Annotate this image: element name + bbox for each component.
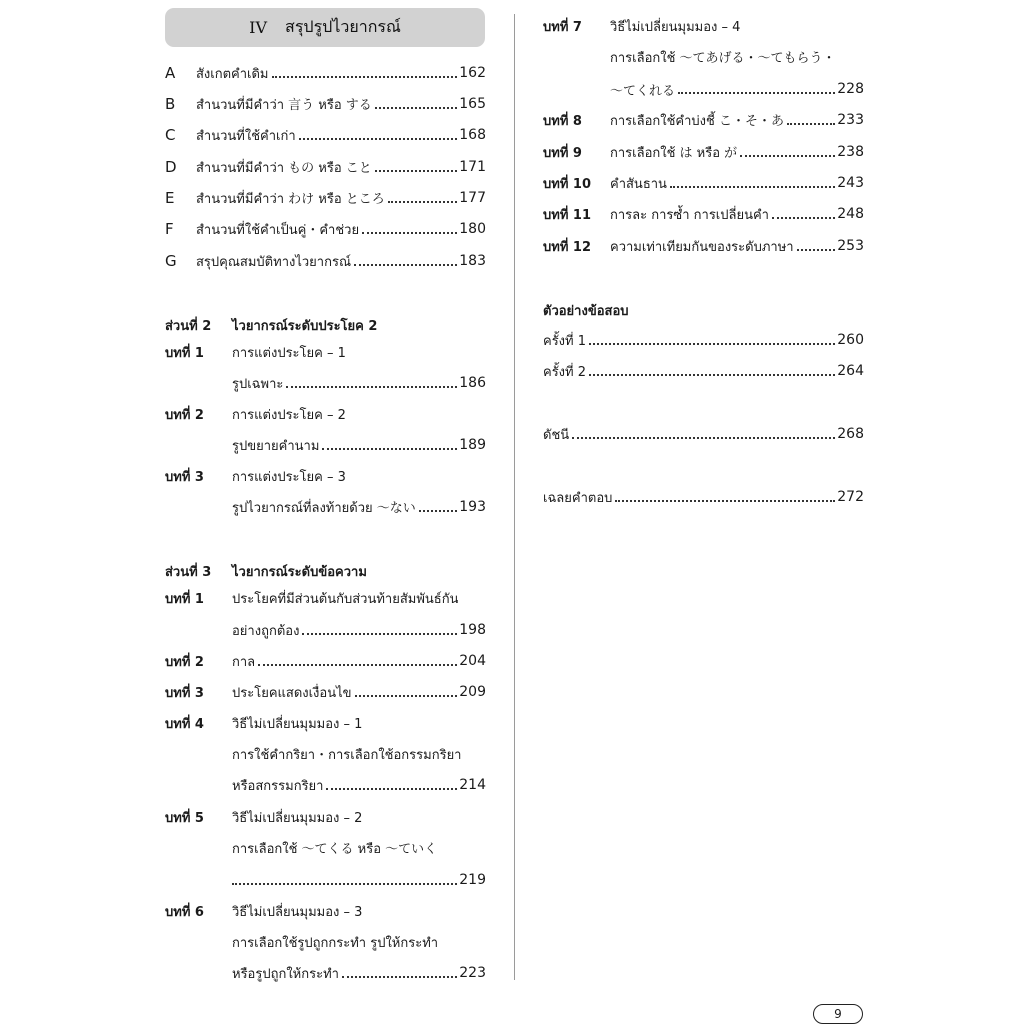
toc-entry-a[interactable]: A สังเกตคำเดิม 162 <box>165 64 486 82</box>
toc-entry-d[interactable]: D สำนวนที่มีคำว่า もの หรือ こと 171 <box>165 158 486 176</box>
section3-lesson7-subtitle: การเลือกใช้ 〜てあげる・〜てもらう・ <box>610 50 836 66</box>
section2-lesson3-entry[interactable]: รูปไวยากรณ์ที่ลงท้ายด้วย 〜ない 193 <box>232 499 486 516</box>
section3-lesson1-heading[interactable]: บทที่ 1 ประโยคที่มีส่วนต้นกับส่วนท้ายสัมพันธ์กัน <box>165 591 459 607</box>
part-roman: IV <box>249 18 268 37</box>
section3-lesson4-entry[interactable]: หรือสกรรมกริยา 214 <box>232 777 486 794</box>
part-header <box>165 8 485 47</box>
toc-entry-e[interactable]: E สำนวนที่มีคำว่า わけ หรือ ところ 177 <box>165 189 486 207</box>
toc-entry-c[interactable]: C สำนวนที่ใช้คำเก่า 168 <box>165 126 486 144</box>
section-2-heading: ส่วนที่ 2 ไวยากรณ์ระดับประโยค 2 <box>165 319 378 334</box>
part-title: สรุปรูปไวยากรณ์ <box>285 17 401 36</box>
section2-lesson1-entry[interactable]: รูปเฉพาะ 186 <box>232 375 486 392</box>
toc-entry-f[interactable]: F สำนวนที่ใช้คำเป็นคู่・คำช่วย 180 <box>165 220 486 238</box>
section2-lesson2-entry[interactable]: รูปขยายคำนาม 189 <box>232 437 486 454</box>
section3-lesson4-subtitle: การใช้คำกริยา・การเลือกใช้อกรรมกริยา <box>232 747 462 763</box>
section3-lesson1-entry[interactable]: อย่างถูกต้อง 198 <box>232 622 486 639</box>
section3-lesson7-entry[interactable]: 〜てくれる 228 <box>610 81 864 99</box>
toc-entry-g[interactable]: G สรุปคุณสมบัติทางไวยากรณ์ 183 <box>165 252 486 270</box>
section3-lesson4-heading[interactable]: บทที่ 4 วิธีไม่เปลี่ยนมุมมอง – 1 <box>165 716 363 732</box>
section3-lesson6-entry[interactable]: หรือรูปถูกให้กระทำ 223 <box>232 965 486 982</box>
exam-entry-2[interactable]: ครั้งที่ 2 264 <box>543 363 864 380</box>
section3-lesson8-entry[interactable]: บทที่ 8 การเลือกใช้คำบ่งชี้ こ・そ・あ 233 <box>543 112 864 129</box>
section3-lesson5-entry[interactable]: 219 <box>165 866 486 894</box>
section3-lesson5-heading[interactable]: บทที่ 5 วิธีไม่เปลี่ยนมุมมอง – 2 <box>165 810 363 826</box>
column-divider <box>514 14 515 980</box>
section3-lesson10-entry[interactable]: บทที่ 10 คำสันธาน 243 <box>543 175 864 192</box>
index-entry[interactable]: ดัชนี 268 <box>543 426 864 443</box>
section-3-heading: ส่วนที่ 3 ไวยากรณ์ระดับข้อความ <box>165 565 367 580</box>
section3-lesson12-entry[interactable]: บทที่ 12 ความเท่าเทียมกันของระดับภาษา 253 <box>543 238 864 255</box>
section2-lesson1-heading[interactable]: บทที่ 1 การแต่งประโยค – 1 <box>165 345 346 361</box>
section3-lesson5-subtitle: การเลือกใช้ 〜てくる หรือ 〜ていく <box>232 841 438 857</box>
exam-entry-1[interactable]: ครั้งที่ 1 260 <box>543 332 864 349</box>
section3-lesson9-entry[interactable]: บทที่ 9 การเลือกใช้ は หรือ が 238 <box>543 144 864 161</box>
section3-lesson7-heading[interactable]: บทที่ 7 วิธีไม่เปลี่ยนมุมมอง – 4 <box>543 19 741 35</box>
toc-entry-b[interactable]: B สำนวนที่มีคำว่า 言う หรือ する 165 <box>165 95 486 113</box>
section3-lesson11-entry[interactable]: บทที่ 11 การละ การซ้ำ การเปลี่ยนคำ 248 <box>543 206 864 223</box>
section2-lesson3-heading[interactable]: บทที่ 3 การแต่งประโยค – 3 <box>165 469 346 485</box>
section3-lesson6-subtitle: การเลือกใช้รูปถูกกระทำ รูปให้กระทำ <box>232 935 439 951</box>
section2-lesson2-heading[interactable]: บทที่ 2 การแต่งประโยค – 2 <box>165 407 346 423</box>
page-number-badge: 9 <box>813 1004 863 1024</box>
exam-heading: ตัวอย่างข้อสอบ <box>543 304 629 319</box>
section3-lesson2-entry[interactable]: บทที่ 2 กาล 204 <box>165 653 486 670</box>
answers-entry[interactable]: เฉลยคำตอบ 272 <box>543 489 864 506</box>
section3-lesson3-entry[interactable]: บทที่ 3 ประโยคแสดงเงื่อนไข 209 <box>165 684 486 701</box>
section3-lesson6-heading[interactable]: บทที่ 6 วิธีไม่เปลี่ยนมุมมอง – 3 <box>165 904 363 920</box>
